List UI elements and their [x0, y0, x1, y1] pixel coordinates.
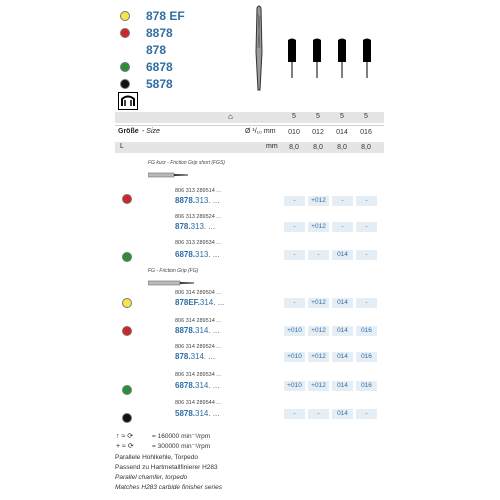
size-cell[interactable]: +010	[284, 352, 305, 362]
row-color-dot	[122, 413, 132, 423]
size-cell[interactable]: 014	[332, 409, 353, 419]
row-color-dot	[122, 385, 132, 395]
size-cell[interactable]: -	[356, 409, 377, 419]
pack-value: 5	[364, 113, 368, 120]
legend-dot	[120, 45, 130, 55]
product-code-prefix: 878.	[175, 352, 191, 361]
catalog-number: 806 313 289514 ...	[175, 188, 221, 194]
legend-item	[120, 25, 173, 41]
product-code-suffix: 313. ...	[190, 222, 216, 231]
row-color-dot	[122, 298, 132, 308]
size-value: 012	[312, 129, 324, 136]
product-code-prefix: 6878.	[175, 381, 196, 390]
length-label: L	[120, 143, 124, 150]
row-color-dot	[122, 252, 132, 262]
size-cell[interactable]: -	[332, 222, 353, 232]
description-en: Matches H283 carbide finisher series	[115, 484, 222, 491]
length-value: 8,0	[289, 144, 299, 151]
size-cell[interactable]: +010	[284, 326, 305, 336]
description-de: Parallele Hohlkehle, Torpedo	[115, 454, 198, 461]
legend-item	[120, 42, 167, 58]
size-cell[interactable]: -	[356, 222, 377, 232]
pack-value: 5	[316, 113, 320, 120]
fgs-bur-icon	[148, 171, 190, 179]
size-value: 014	[336, 129, 348, 136]
fg-bur-icon	[148, 279, 196, 287]
size-cell[interactable]: 014	[332, 326, 353, 336]
size-cell[interactable]: -	[356, 196, 377, 206]
legend-dot	[120, 11, 130, 21]
pack-value: 5	[292, 113, 296, 120]
legend-label: 5878	[146, 77, 173, 91]
size-cell[interactable]: -	[332, 196, 353, 206]
product-code-suffix: 314. ...	[199, 298, 225, 307]
length-value: 8,0	[337, 144, 347, 151]
size-cell[interactable]: +012	[308, 222, 329, 232]
product-code	[175, 409, 220, 418]
size-cell[interactable]: -	[284, 298, 305, 308]
product-code-prefix: 878.	[175, 222, 191, 231]
pack-value: 5	[340, 113, 344, 120]
size-value: 010	[288, 129, 300, 136]
product-code	[175, 196, 220, 205]
size-cell[interactable]: -	[284, 250, 305, 260]
product-code-suffix: 313. ...	[195, 250, 220, 259]
description-de: Passend zu Hartmetallfinierer H283	[115, 464, 218, 471]
legend-label: 878	[146, 43, 167, 57]
legend-label: 878 EF	[146, 9, 185, 23]
product-code	[175, 298, 224, 307]
product-code	[175, 352, 215, 361]
row-color-dot	[122, 326, 132, 336]
size-cell[interactable]: 016	[356, 326, 377, 336]
catalog-number: 806 313 289534 ...	[175, 240, 221, 246]
product-code-prefix: 8878.	[175, 196, 196, 205]
catalog-number: 806 314 289514 ...	[175, 318, 221, 324]
length-unit: mm	[266, 143, 278, 150]
legend-label: 8878	[146, 26, 173, 40]
legend-item	[120, 59, 173, 75]
size-cell[interactable]: +012	[308, 381, 329, 391]
size-cell[interactable]: +012	[308, 326, 329, 336]
divider	[115, 125, 384, 126]
legend-dot	[120, 28, 130, 38]
size-value: 016	[360, 129, 372, 136]
size-cell[interactable]: 014	[332, 298, 353, 308]
size-cell[interactable]: -	[308, 409, 329, 419]
speed-line: = 300000 min⁻¹/rpm	[152, 443, 211, 450]
catalog-number: 806 314 289524 ...	[175, 344, 221, 350]
size-cell[interactable]: 014	[332, 381, 353, 391]
size-cell[interactable]: -	[356, 250, 377, 260]
pack-icon: ⌂	[228, 112, 233, 121]
catalog-number: 806 314 289534 ...	[175, 372, 221, 378]
product-code	[175, 222, 215, 231]
product-code-suffix: 314. ...	[195, 326, 220, 335]
size-cell[interactable]: 016	[356, 381, 377, 391]
size-cell[interactable]: -	[284, 409, 305, 419]
size-cell[interactable]: 014	[332, 250, 353, 260]
product-code-suffix: 314. ...	[195, 409, 220, 418]
product-code-prefix: 5878.	[175, 409, 196, 418]
legend-item	[120, 76, 173, 92]
size-label: Größe	[118, 128, 139, 135]
product-code-prefix: 6878.	[175, 250, 196, 259]
size-cell[interactable]: +012	[308, 196, 329, 206]
length-value: 8,0	[361, 144, 371, 151]
size-unit: Ø ¹/₁₀ mm	[245, 128, 276, 135]
product-code-prefix: 878EF.	[175, 298, 200, 307]
description-en: Parallel chamfer, torpedo	[115, 474, 188, 481]
size-cell[interactable]: -	[356, 298, 377, 308]
legend-dot	[120, 62, 130, 72]
size-cell[interactable]: 014	[332, 352, 353, 362]
catalog-number: 806 314 289504 ...	[175, 290, 221, 296]
product-code	[175, 326, 220, 335]
section-heading-fgs: FG kurz - Friction Grip short (FGS)	[148, 160, 225, 166]
size-cell[interactable]: -	[284, 196, 305, 206]
size-cell[interactable]: 016	[356, 352, 377, 362]
speed-icon-plus: + ≈ ⟳	[116, 443, 134, 450]
product-code-suffix: 313. ...	[195, 196, 220, 205]
bur-profiles	[280, 38, 380, 82]
product-code	[175, 250, 220, 259]
catalog-number: 806 313 289524 ...	[175, 214, 221, 220]
product-code-suffix: 314. ...	[195, 381, 220, 390]
size-cell[interactable]: +012	[308, 298, 329, 308]
size-cell[interactable]: +012	[308, 352, 329, 362]
size-cell[interactable]: -	[284, 222, 305, 232]
size-cell[interactable]: -	[308, 250, 329, 260]
legend-label: 6878	[146, 60, 173, 74]
product-code-suffix: 314. ...	[190, 352, 216, 361]
sterile-pack-icon	[118, 92, 138, 110]
size-cell[interactable]: +010	[284, 381, 305, 391]
length-value: 8,0	[313, 144, 323, 151]
size-label-en: - Size	[142, 128, 160, 135]
product-code-prefix: 8878.	[175, 326, 196, 335]
speed-icon-up: ↑ ≈ ⟳	[116, 433, 134, 440]
legend-item	[120, 8, 185, 24]
legend-dot	[120, 79, 130, 89]
product-code	[175, 381, 220, 390]
bur-illustration-large	[244, 4, 274, 92]
catalog-number: 806 314 289544 ...	[175, 400, 221, 406]
row-color-dot	[122, 194, 132, 204]
section-heading-fg: FG - Friction Grip (FG)	[148, 268, 199, 274]
speed-line: = 160000 min⁻¹/rpm	[152, 433, 211, 440]
